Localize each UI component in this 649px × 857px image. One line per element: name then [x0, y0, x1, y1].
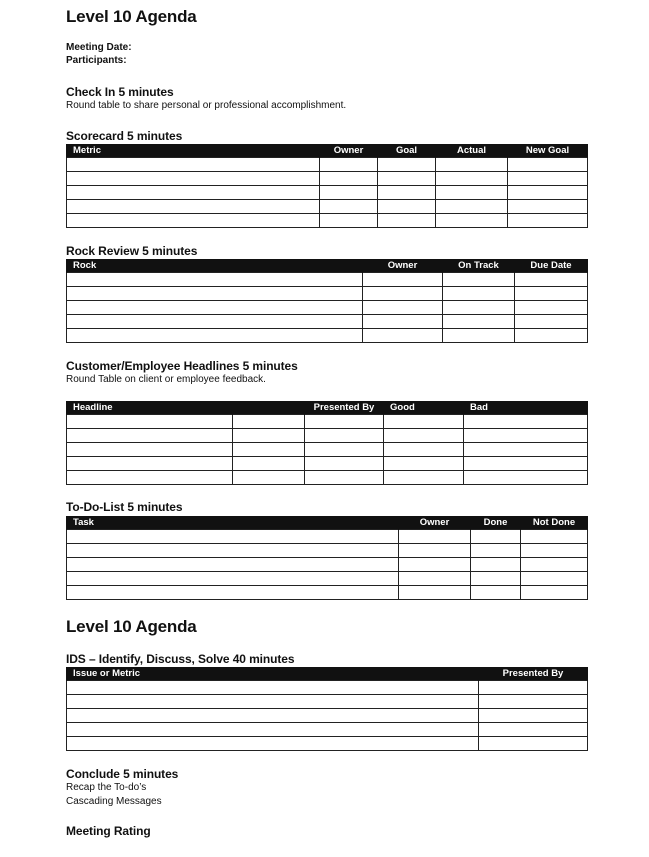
table-cell[interactable] — [320, 200, 378, 214]
table-row — [67, 737, 588, 751]
table-cell[interactable] — [233, 429, 305, 443]
table-cell[interactable] — [436, 214, 508, 228]
table-cell[interactable] — [67, 329, 363, 343]
table-cell[interactable] — [399, 586, 471, 600]
rock-review-table — [66, 259, 588, 343]
table-cell[interactable] — [521, 544, 588, 558]
table-cell[interactable] — [67, 471, 233, 485]
table-row — [67, 586, 588, 600]
scorecard-heading: Scorecard 5 minutes — [66, 129, 183, 143]
table-cell[interactable] — [378, 200, 436, 214]
table-header-row — [67, 144, 588, 158]
table-cell[interactable] — [521, 586, 588, 600]
table-row — [67, 158, 588, 172]
table-cell[interactable] — [508, 172, 588, 186]
table-cell[interactable] — [471, 530, 521, 544]
scorecard-table — [66, 144, 588, 228]
table-cell[interactable] — [521, 558, 588, 572]
table-cell[interactable] — [67, 315, 363, 329]
table-cell[interactable] — [471, 558, 521, 572]
table-row — [67, 415, 588, 429]
table-cell[interactable] — [479, 681, 588, 695]
column-header: Good — [384, 401, 464, 415]
table-cell[interactable] — [305, 415, 384, 429]
table-cell[interactable] — [67, 287, 363, 301]
table-cell[interactable] — [363, 273, 443, 287]
ids-heading: IDS – Identify, Discuss, Solve 40 minutes — [66, 652, 295, 666]
table-row — [67, 709, 588, 723]
table-row — [67, 315, 588, 329]
table-cell[interactable] — [464, 443, 588, 457]
table-cell[interactable] — [515, 287, 588, 301]
table-row — [67, 530, 588, 544]
table-cell[interactable] — [443, 329, 515, 343]
conclude-recap: Recap the To-do’s — [66, 782, 147, 793]
table-cell[interactable] — [67, 457, 233, 471]
column-header: Issue or Metric — [67, 667, 479, 681]
table-cell[interactable] — [233, 415, 305, 429]
check-in-description: Round table to share personal or professional accomplishment. — [66, 100, 347, 111]
table-cell[interactable] — [305, 443, 384, 457]
column-header: Rock — [67, 259, 363, 273]
table-cell[interactable] — [363, 287, 443, 301]
table-cell[interactable] — [233, 457, 305, 471]
meeting-rating-heading: Meeting Rating — [66, 824, 151, 838]
table-cell[interactable] — [67, 186, 320, 200]
table-cell[interactable] — [464, 415, 588, 429]
table-cell[interactable] — [515, 329, 588, 343]
table-row — [67, 695, 588, 709]
table-cell[interactable] — [67, 530, 399, 544]
table-header-row — [67, 516, 588, 530]
table-cell[interactable] — [464, 429, 588, 443]
headlines-description: Round Table on client or employee feedback. — [66, 374, 266, 385]
table-row — [67, 457, 588, 471]
table-row — [67, 172, 588, 186]
table-cell[interactable] — [384, 429, 464, 443]
page-title: Level 10 Agenda — [66, 7, 197, 26]
table-cell[interactable] — [443, 273, 515, 287]
column-header: Task — [67, 516, 399, 530]
table-cell[interactable] — [521, 572, 588, 586]
conclude-heading: Conclude 5 minutes — [66, 767, 179, 781]
table-header-row — [67, 667, 588, 681]
table-cell[interactable] — [436, 172, 508, 186]
table-cell[interactable] — [67, 214, 320, 228]
conclude-cascading: Cascading Messages — [66, 796, 162, 807]
table-cell[interactable] — [320, 158, 378, 172]
table-row — [67, 301, 588, 315]
column-header: On Track — [443, 259, 515, 273]
table-cell[interactable] — [233, 471, 305, 485]
table-cell[interactable] — [305, 471, 384, 485]
column-header: Owner — [399, 516, 471, 530]
column-header: Due Date — [515, 259, 588, 273]
table-cell[interactable] — [436, 186, 508, 200]
table-cell[interactable] — [363, 315, 443, 329]
table-cell[interactable] — [378, 172, 436, 186]
table-cell[interactable] — [384, 415, 464, 429]
table-cell[interactable] — [436, 200, 508, 214]
table-cell[interactable] — [508, 186, 588, 200]
headlines-heading: Customer/Employee Headlines 5 minutes — [66, 359, 298, 373]
table-cell[interactable] — [320, 186, 378, 200]
table-cell[interactable] — [233, 443, 305, 457]
table-cell[interactable] — [320, 172, 378, 186]
table-cell[interactable] — [67, 200, 320, 214]
table-cell[interactable] — [67, 415, 233, 429]
table-cell[interactable] — [320, 214, 378, 228]
table-row — [67, 186, 588, 200]
table-cell[interactable] — [515, 273, 588, 287]
column-header: Owner — [363, 259, 443, 273]
table-cell[interactable] — [67, 709, 479, 723]
table-cell[interactable] — [67, 681, 479, 695]
table-cell[interactable] — [378, 186, 436, 200]
column-header: Presented By — [305, 401, 384, 415]
table-row — [67, 572, 588, 586]
table-cell[interactable] — [515, 301, 588, 315]
column-header: Bad — [464, 401, 588, 415]
column-header — [233, 401, 305, 415]
table-cell[interactable] — [399, 558, 471, 572]
column-header: Headline — [67, 401, 233, 415]
table-cell[interactable] — [384, 443, 464, 457]
headlines-table — [66, 401, 588, 485]
table-row — [67, 329, 588, 343]
table-cell[interactable] — [464, 457, 588, 471]
todo-heading: To-Do-List 5 minutes — [66, 500, 183, 514]
table-cell[interactable] — [508, 200, 588, 214]
table-header-row — [67, 259, 588, 273]
table-row — [67, 471, 588, 485]
table-row — [67, 287, 588, 301]
table-cell[interactable] — [305, 429, 384, 443]
table-row — [67, 723, 588, 737]
table-cell[interactable] — [515, 315, 588, 329]
table-cell[interactable] — [378, 158, 436, 172]
table-row — [67, 443, 588, 457]
table-cell[interactable] — [464, 471, 588, 485]
table-cell[interactable] — [378, 214, 436, 228]
page-title-second: Level 10 Agenda — [66, 617, 197, 636]
table-cell[interactable] — [67, 301, 363, 315]
table-cell[interactable] — [508, 214, 588, 228]
table-row — [67, 200, 588, 214]
table-row — [67, 558, 588, 572]
check-in-heading: Check In 5 minutes — [66, 85, 174, 99]
table-cell[interactable] — [363, 329, 443, 343]
table-cell[interactable] — [67, 572, 399, 586]
table-cell[interactable] — [67, 172, 320, 186]
table-cell[interactable] — [67, 273, 363, 287]
table-cell[interactable] — [67, 586, 399, 600]
table-row — [67, 544, 588, 558]
rock-review-heading: Rock Review 5 minutes — [66, 244, 198, 258]
table-cell[interactable] — [399, 544, 471, 558]
table-cell[interactable] — [67, 695, 479, 709]
column-header: Presented By — [479, 667, 588, 681]
table-cell[interactable] — [67, 158, 320, 172]
column-header: Owner — [320, 144, 378, 158]
column-header: New Goal — [508, 144, 588, 158]
ids-table — [66, 667, 588, 751]
table-cell[interactable] — [399, 530, 471, 544]
table-cell[interactable] — [67, 737, 479, 751]
table-row — [67, 214, 588, 228]
table-cell[interactable] — [471, 572, 521, 586]
table-cell[interactable] — [399, 572, 471, 586]
table-cell[interactable] — [67, 558, 399, 572]
table-cell[interactable] — [384, 457, 464, 471]
table-cell[interactable] — [363, 301, 443, 315]
table-cell[interactable] — [479, 723, 588, 737]
todo-table — [66, 516, 588, 600]
table-header-row — [67, 401, 588, 415]
table-row — [67, 681, 588, 695]
column-header: Metric — [67, 144, 320, 158]
table-cell[interactable] — [479, 737, 588, 751]
table-cell[interactable] — [443, 301, 515, 315]
table-cell[interactable] — [471, 544, 521, 558]
table-cell[interactable] — [479, 709, 588, 723]
table-cell[interactable] — [67, 723, 479, 737]
table-row — [67, 273, 588, 287]
column-header: Not Done — [521, 516, 588, 530]
table-cell[interactable] — [384, 471, 464, 485]
table-cell[interactable] — [443, 287, 515, 301]
table-cell[interactable] — [305, 457, 384, 471]
table-cell[interactable] — [436, 158, 508, 172]
participants-label: Participants: — [66, 55, 127, 66]
table-cell[interactable] — [479, 695, 588, 709]
column-header: Actual — [436, 144, 508, 158]
table-cell[interactable] — [521, 530, 588, 544]
table-cell[interactable] — [67, 544, 399, 558]
table-cell[interactable] — [67, 429, 233, 443]
table-cell[interactable] — [471, 586, 521, 600]
column-header: Done — [471, 516, 521, 530]
meeting-date-label: Meeting Date: — [66, 42, 132, 53]
table-row — [67, 429, 588, 443]
column-header: Goal — [378, 144, 436, 158]
table-cell[interactable] — [443, 315, 515, 329]
table-cell[interactable] — [508, 158, 588, 172]
table-cell[interactable] — [67, 443, 233, 457]
